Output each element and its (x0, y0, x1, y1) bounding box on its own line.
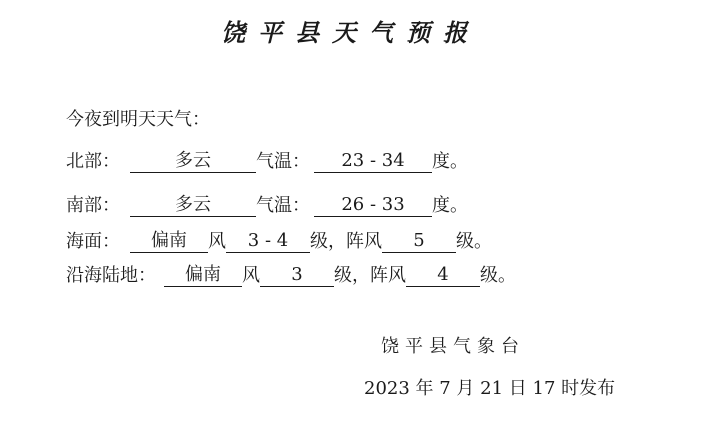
issue-date: 2023 年 7 月 21 日 17 时发布 (364, 378, 616, 399)
forecast-intro: 今夜到明天天气： (66, 109, 210, 130)
coast-wind-label: 风 (242, 265, 260, 286)
coast-label: 沿海陆地： (66, 265, 156, 286)
coast-wind-direction: 偏南 (164, 264, 242, 287)
sea-wind-level: 3 - 4 (226, 230, 310, 253)
coast-gust-unit: 级。 (480, 265, 516, 286)
coast-forecast-line (66, 264, 516, 288)
south-forecast-line (66, 194, 468, 218)
north-forecast-line (66, 150, 468, 174)
sea-gust-unit: 级。 (456, 231, 492, 252)
north-temp-label: 气温： (256, 151, 310, 172)
sea-forecast-line (66, 230, 492, 254)
sea-wind-direction: 偏南 (130, 230, 208, 253)
south-temp-unit: 度。 (432, 195, 468, 216)
sea-level-unit: 级，阵风 (310, 231, 382, 252)
south-label: 南部： (66, 195, 120, 216)
sea-wind-label: 风 (208, 231, 226, 252)
north-temp-value: 23 - 34 (314, 150, 432, 173)
coast-gust-level: 4 (406, 264, 480, 287)
south-sky-value: 多云 (130, 194, 256, 217)
issuer-name: 饶平县气象台 (381, 336, 525, 357)
sea-label: 海面： (66, 231, 120, 252)
coast-wind-level: 3 (260, 264, 334, 287)
document-title: 饶平县天气预报 (221, 18, 480, 47)
north-temp-unit: 度。 (432, 151, 468, 172)
north-label: 北部： (66, 151, 120, 172)
sea-gust-level: 5 (382, 230, 456, 253)
south-temp-label: 气温： (256, 195, 310, 216)
coast-level-unit: 级，阵风 (334, 265, 406, 286)
south-temp-value: 26 - 33 (314, 194, 432, 217)
north-sky-value: 多云 (130, 150, 256, 173)
